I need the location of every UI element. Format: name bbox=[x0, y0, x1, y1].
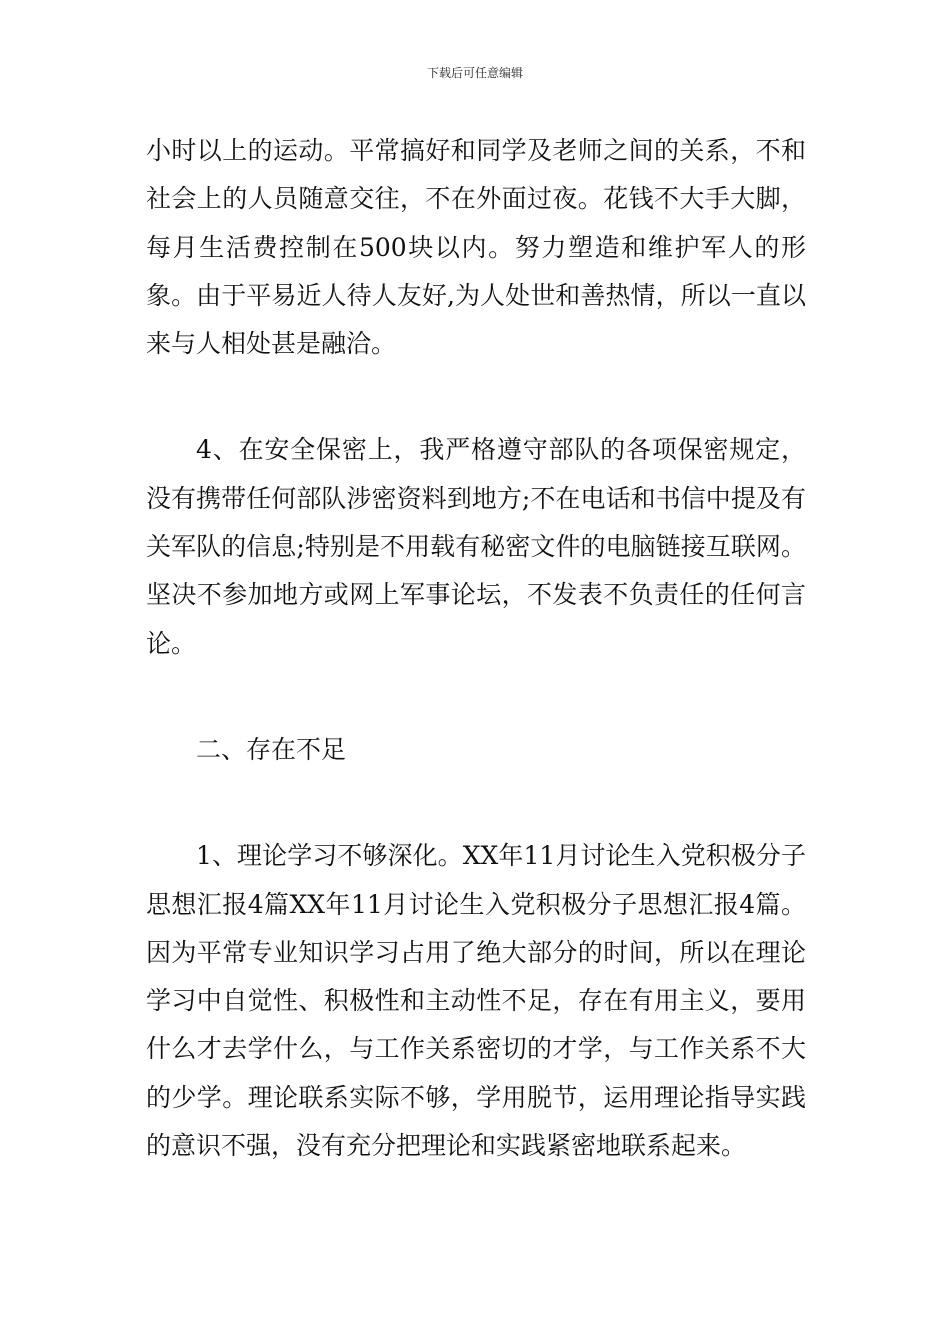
document-body bbox=[146, 127, 806, 1170]
paragraph-spacer bbox=[146, 368, 806, 426]
paragraph-shortcomings: 1、理论学习不够深化。XX年11月讨论生入党积极分子思想汇报4篇XX年11月讨论生入党积极分子思想汇报4篇。因为平常专业知识学习占用了绝大部分的时间，所以在理论学习中自觉性、积极性和主动性不足，存在有用主义，要用什么才去学什么，与工作关系密切的才学，与工作关系不大的少学。理论联系实际不够，学用脱节，运用理论指导实践的意识不强，没有充分把理论和实践紧密地联系起来。 bbox=[146, 841, 806, 1161]
paragraph-spacer bbox=[146, 668, 806, 726]
paragraph-spacer bbox=[146, 774, 806, 832]
page-header: 下载后可任意编辑 bbox=[426, 66, 523, 80]
paragraph-conduct: 小时以上的运动。平常搞好和同学及老师之间的关系，不和社会上的人员随意交往，不在外面过夜。花钱不大手大脚，每月生活费控制在500块以内。努力塑造和维护军人的形象。由于平易近人待人友好,为人处世和善热情，所以一直以来与人相处甚是融洽。 bbox=[146, 136, 806, 359]
paragraph-security: 4、在安全保密上，我严格遵守部队的各项保密规定，没有携带任何部队涉密资料到地方;不在电话和书信中提及有关军队的信息;特别是不用载有秘密文件的电脑链接互联网。坚决不参加地方或网上军事论坛，不发表不负责任的任何言论。 bbox=[146, 435, 806, 658]
section-heading: 二、存在不足 bbox=[196, 734, 347, 764]
